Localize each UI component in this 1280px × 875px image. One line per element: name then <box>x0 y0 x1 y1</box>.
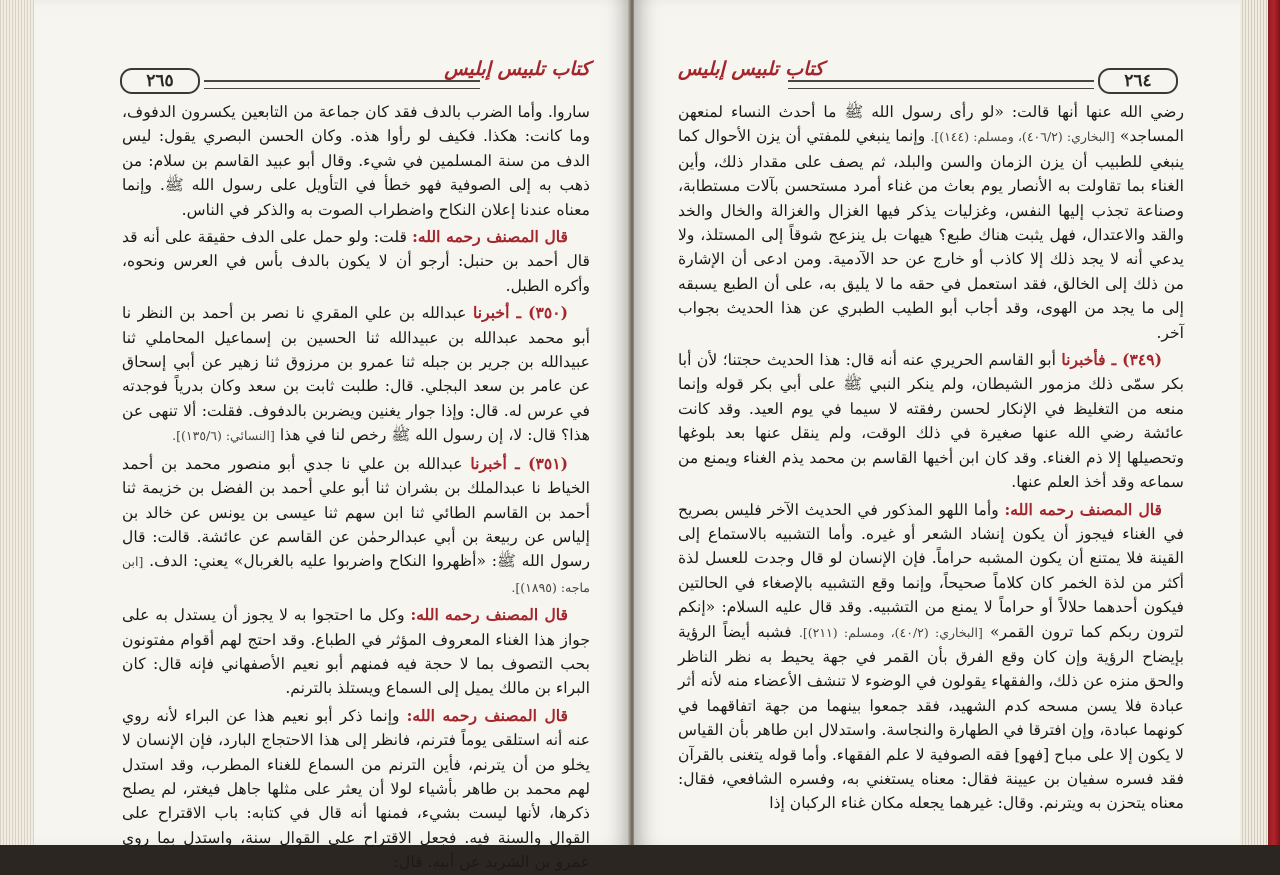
author-label: قال المصنف رحمه الله: <box>1004 499 1163 519</box>
right-page-text <box>678 100 1184 820</box>
left-page-text <box>122 100 590 872</box>
narration-number: (٣٤٩) ـ فأخبرنا <box>1061 350 1162 370</box>
page-edges-right <box>1240 0 1280 845</box>
paragraph: قال المصنف رحمه الله: قلت: ولو حمل على الدف حقيقة على أنه قد قال أحمد بن حنبل: أرجو أن لا يكون بالدف بأس في العرس ونحوه، وأكره الطبل. <box>122 227 590 295</box>
reference: [البخاري: (٤٠٦/٢)، ومسلم: (١٤٤)]. <box>930 129 1115 145</box>
author-label: قال المصنف رحمه الله: <box>412 227 568 247</box>
paragraph: رضي الله عنها أنها قالت: «لو رأى رسول الله ﷺ ما أحدث النساء لمنعهن المساجد» [البخاري: (٤٠٦/٢)، ومسلم: (١٤٤)]. وإنما ينبغي للمفتي أن يزن الأحوال كما ينبغي للطبيب أن يزن الزمان والسن والبلد، ثم يصف على مقدار ذلك، وأين الغناء بما تقاولت به الأنصار يوم بعاث من غناء أمرد مستحسن بآلات مستطابة، وصناعة تجذب إليها النفس، وغزليات يذكر فيها الغزال والغزالة والخال والخد والقد والاعتدال، فهل يثبت هناك طبع؟ هيهات بل ينزعج شوقاً إلى المستلذ، ولا يدعي أنه لا يجد ذلك إلا كاذب أو خارج عن حد الآدمية. ومن ادعى أن الإشارة من ذلك إلى الخالق، فقد استعمل في حقه ما لا يليق به، على أن الطبع يسبقه إلى ما يجد من الهوى، وقد أجاب أبو الطيب الطبري عن هذا الحديث بجواب آخر. <box>678 103 1184 342</box>
paragraph: ساروا. وأما الضرب بالدف فقد كان جماعة من التابعين يكسرون الدفوف، وما كانت: هكذا. فكيف لو رأوا هذه. وكان الحسن البصري يقول: ليس الدف من سنة المسلمين في شيء. وقال أبو عبيد القاسم بن سلام: من ذهب به إلى الصوفية فهو خطأ في التأويل على رسول الله ﷺ. وإنما معناه عندنا إعلان النكاح واضطراب الصوت به والذكر في الناس. <box>122 103 590 219</box>
author-label: قال المصنف رحمه الله: <box>406 705 569 725</box>
left-page <box>34 0 630 872</box>
header-rule <box>788 80 1094 89</box>
left-page-header <box>120 58 590 94</box>
page-number: ٢٦٤ <box>1098 68 1178 94</box>
reference: [ابن ماجه: (١٨٩٥)]. <box>122 554 590 595</box>
paragraph: (٣٥٠) ـ أخبرنا عبدالله بن علي المقري نا نصر بن أحمد بن النظر نا أبو محمد عبدالله بن عبيدالله ثنا الحسين بن إسماعيل المحاملي ثنا عبيدالله بن جرير بن جبله ثنا عمرو بن مرزوق ثنا زهير عن أبي إسحاق عن عامر بن سعد البجلي. قال: طلبت ثابت بن سعد وكان بدرياً فوجدته في عرس له. قال: وإذا جوار يغنين ويضربن بالدفوف. فقلت: ألا تنهى عن هذا؟ قال: لا، إن رسول الله ﷺ رخص لنا في هذا [النسائي: (١٣٥/٦)]. <box>122 303 590 445</box>
paragraph: قال المصنف رحمه الله: وكل ما احتجوا به لا يجوز أن يستدل به على جواز هذا الغناء المعروف المؤثر في الطباع. وقد احتج لهم أقوام مفتونون بحب التصوف بما لا حجة فيه فمنهم أبو نعيم الأصفهاني فإنه قال: كان البراء بن مالك يميل إلى السماع ويستلذ بالترنم. <box>122 605 590 698</box>
header-rule <box>204 80 480 89</box>
paragraph: (٣٤٩) ـ فأخبرنا أبو القاسم الحريري عنه أنه قال: هذا الحديث حجتنا؛ لأن أبا بكر سمّى ذلك مزمور الشيطان، ولم ينكر النبي ﷺ على أبي بكر قوله وإنما منعه من التغليظ في الإنكار لحسن رفقته لا سيما في يوم العيد. وقد كانت عائشة رضي الله عنها صغيرة في ذلك الوقت، ولم ينقل عنها بعد بلوغها وتحصيلها إلا ذم الغناء. وقد كان ابن أخيها القاسم بن محمد يذم الغناء ويمنع من سماعه وقد أخذ العلم عنها. <box>678 350 1184 492</box>
page-edges-left <box>0 0 35 845</box>
author-label: قال المصنف رحمه الله: <box>410 605 568 625</box>
narration-number: (٣٥١) ـ أخبرنا <box>470 453 568 473</box>
paragraph: (٣٥١) ـ أخبرنا عبدالله بن علي نا جدي أبو منصور محمد بن أحمد الخياط نا عبدالملك بن بشران ثنا أبو علي أحمد بن الفضل بن خزيمة ثنا أحمد بن القاسم الطائي ثنا ابن سهم ثنا عيسى بن يونس عن خالد بن إلياس عن ربيعة بن أبي عبدالرحمٰن عن القاسم عن عائشة. قالت: قال رسول الله ﷺ: «أظهروا النكاح واضربوا عليه بالغربال» يعني: الدف. [ابن ماجه: (١٨٩٥)]. <box>122 453 590 595</box>
paragraph: قال المصنف رحمه الله: وإنما ذكر أبو نعيم هذا عن البراء لأنه روي عنه أنه استلقى يوماً فترنم، فانظر إلى هذا الاحتجاج البارد، فإن الإنسان لا يخلو من أن يترنم، فأين الترنم من السماع للغناء المطرب، وقد استدل لهم محمد بن طاهر بأشياء لولا أن يعثر على مثلها جاهل فيغتر، لم يصلح ذكرها، لأنها ليست بشيء، فمنها أنه قال في كتابه: باب الاقتراح على القوال والسنة فيه. فجعل الاقتراح على القوال سنة، واستدل بما روى عمرو بن الشريد عن أبيه. قال: <box>122 705 590 872</box>
paragraph: قال المصنف رحمه الله: وأما اللهو المذكور في الحديث الآخر فليس بصريح في الغناء فيجوز أن يكون إنشاد الشعر أو غيره. وأما التشبيه بالاستماع إلى القينة فلا يمتنع أن يكون المشبه حراماً. فإن الإنسان لو قال وجدت للعسل لذة أكثر من لذة الخمر كان كلاماً صحيحاً، وإنما وقع التشبيه بالإصغاء في الحالتين فيكون أحدهما حلالاً أو حراماً لا يمنع من التشبيه. وقد قال عليه السلام: «إنكم لترون ربكم كما ترون القمر» [البخاري: (٤٠/٢)، ومسلم: (٢١١)]. فشبه أيضاً الرؤية بإيضاح الرؤية وإن كان وقع الفرق بأن القمر في جهة يحيط به نظر الناظر والحق منزه عن ذلك، والفقهاء يقولون في الوضوء لا تنشف الأعضاء منه لأنه أثر عبادة فلا يسن مسحه كدم الشهيد، فقد جمعوا بينهما من جهة اتفاقهما في كونهما عبادة، وإن افترقا في الطهارة والنجاسة. واستدلال ابن طاهر بأن القياس لا يكون إلا على مباح [فهو] فقه الصوفية لا علم الفقهاء. وأما قوله يتغنى بالقرآن فقد فسره سفيان بن عيينة فقال: معناه يستغني به، وفسره الشافعي، فقال: معناه يتحزن به ويترنم. وقال: غيرهما يجعله مكان غناء الركبان إذا <box>678 499 1184 813</box>
running-title: كتاب تلبيس إبليس <box>678 58 824 80</box>
right-page-header <box>678 58 1178 94</box>
running-title: كتاب تلبيس إبليس <box>444 58 590 80</box>
right-page <box>634 0 1240 845</box>
page-number: ٢٦٥ <box>120 68 200 94</box>
reference: [البخاري: (٤٠/٢)، ومسلم: (٢١١)]. <box>798 624 983 640</box>
reference: [النسائي: (١٣٥/٦)]. <box>172 428 275 444</box>
narration-number: (٣٥٠) ـ أخبرنا <box>473 303 568 323</box>
